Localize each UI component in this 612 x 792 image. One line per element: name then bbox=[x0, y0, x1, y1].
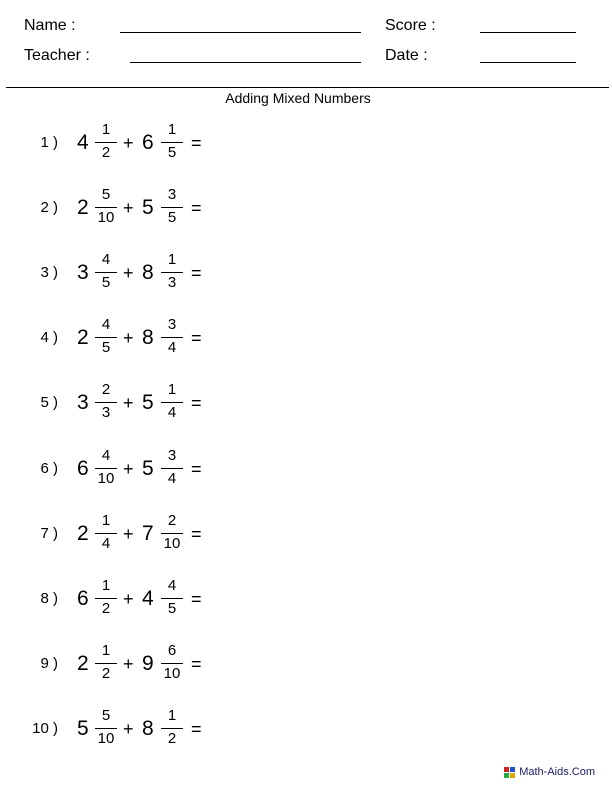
numerator: 4 bbox=[167, 576, 177, 594]
fraction-2 bbox=[160, 251, 184, 295]
fraction-bar bbox=[95, 728, 117, 729]
fraction-bar bbox=[95, 533, 117, 534]
whole-number-2: 5 bbox=[142, 196, 154, 220]
problem-row bbox=[0, 509, 320, 559]
numerator: 5 bbox=[101, 706, 111, 724]
problem-row bbox=[0, 118, 320, 168]
plus-operator: + bbox=[123, 718, 134, 739]
plus-operator: + bbox=[123, 393, 134, 414]
whole-number-1: 6 bbox=[77, 586, 89, 610]
fraction-2 bbox=[160, 707, 184, 751]
problem-row bbox=[0, 704, 320, 754]
fraction-bar bbox=[95, 402, 117, 403]
equals-sign: = bbox=[191, 133, 202, 153]
equals-sign: = bbox=[191, 263, 202, 284]
fraction-2 bbox=[160, 316, 184, 360]
logo-square bbox=[510, 773, 515, 778]
numerator: 5 bbox=[101, 186, 111, 204]
whole-number-1: 2 bbox=[77, 521, 89, 545]
whole-number-1: 2 bbox=[77, 196, 89, 220]
score-label: Score : bbox=[385, 17, 436, 34]
problem-number: 2 ) bbox=[40, 199, 58, 217]
fraction-1 bbox=[94, 186, 118, 230]
numerator: 2 bbox=[101, 381, 111, 399]
denominator: 3 bbox=[101, 404, 111, 422]
denominator: 4 bbox=[167, 339, 177, 357]
equals-sign: = bbox=[191, 198, 202, 219]
fraction-bar bbox=[161, 402, 183, 403]
plus-operator: + bbox=[123, 653, 134, 674]
whole-number-2: 7 bbox=[142, 521, 154, 545]
worksheet-title: Adding Mixed Numbers bbox=[225, 90, 371, 106]
denominator: 5 bbox=[101, 339, 111, 357]
fraction-bar bbox=[161, 468, 183, 469]
plus-operator: + bbox=[123, 198, 134, 219]
whole-number-2: 6 bbox=[142, 131, 154, 154]
fraction-1 bbox=[94, 577, 118, 621]
numerator: 1 bbox=[167, 706, 177, 724]
problem-number: 4 ) bbox=[40, 329, 58, 347]
fraction-bar bbox=[161, 207, 183, 208]
problem-number: 9 ) bbox=[40, 654, 58, 672]
fraction-bar bbox=[161, 142, 183, 143]
denominator: 4 bbox=[167, 404, 177, 422]
problem-row bbox=[0, 444, 320, 494]
problem-row bbox=[0, 639, 320, 689]
fraction-2 bbox=[160, 121, 184, 165]
fraction-1 bbox=[94, 447, 118, 491]
numerator: 1 bbox=[101, 576, 111, 594]
fraction-bar bbox=[95, 468, 117, 469]
logo-square bbox=[510, 767, 515, 772]
denominator: 2 bbox=[101, 599, 111, 617]
numerator: 4 bbox=[101, 446, 111, 464]
whole-number-1: 3 bbox=[77, 261, 89, 285]
footer-logo bbox=[504, 764, 595, 780]
fraction-bar bbox=[161, 337, 183, 338]
teacher-label: Teacher : bbox=[24, 47, 90, 64]
fraction-bar bbox=[161, 598, 183, 599]
fraction-bar bbox=[95, 272, 117, 273]
denominator: 4 bbox=[101, 534, 111, 552]
denominator: 10 bbox=[163, 664, 181, 682]
numerator: 4 bbox=[101, 316, 111, 334]
denominator: 4 bbox=[167, 469, 177, 487]
equals-sign: = bbox=[191, 588, 202, 609]
fraction-2 bbox=[160, 642, 184, 686]
denominator: 5 bbox=[167, 209, 177, 227]
whole-number-1: 6 bbox=[77, 456, 89, 480]
whole-number-2: 5 bbox=[142, 456, 154, 480]
fraction-2 bbox=[160, 186, 184, 230]
fraction-bar bbox=[161, 663, 183, 664]
whole-number-2: 8 bbox=[142, 716, 154, 740]
numerator: 1 bbox=[167, 381, 177, 399]
plus-operator: + bbox=[123, 458, 134, 479]
numerator: 1 bbox=[101, 641, 111, 659]
denominator: 5 bbox=[167, 144, 177, 161]
problem-number: 8 ) bbox=[40, 589, 58, 607]
problem-number: 6 ) bbox=[40, 459, 58, 477]
fraction-1 bbox=[94, 316, 118, 360]
logo-square bbox=[504, 767, 509, 772]
math-aids-grid-icon bbox=[504, 767, 515, 778]
fraction-1 bbox=[94, 512, 118, 556]
fraction-1 bbox=[94, 251, 118, 295]
plus-operator: + bbox=[123, 523, 134, 544]
plus-operator: + bbox=[123, 588, 134, 609]
whole-number-1: 2 bbox=[77, 651, 89, 675]
numerator: 4 bbox=[101, 251, 111, 269]
plus-operator: + bbox=[123, 263, 134, 284]
numerator: 2 bbox=[167, 511, 177, 529]
denominator: 10 bbox=[97, 469, 115, 487]
plus-operator: + bbox=[123, 133, 134, 153]
fraction-1 bbox=[94, 381, 118, 425]
whole-number-1: 5 bbox=[77, 716, 89, 740]
problem-number: 10 ) bbox=[32, 719, 58, 737]
whole-number-1: 3 bbox=[77, 391, 89, 415]
fraction-bar bbox=[161, 533, 183, 534]
denominator: 2 bbox=[101, 664, 111, 682]
equals-sign: = bbox=[191, 393, 202, 414]
problem-row bbox=[0, 313, 320, 363]
numerator: 3 bbox=[167, 316, 177, 334]
numerator: 3 bbox=[167, 446, 177, 464]
problem-number: 7 ) bbox=[40, 524, 58, 542]
denominator: 5 bbox=[167, 599, 177, 617]
logo-square bbox=[504, 773, 509, 778]
numerator: 1 bbox=[101, 121, 111, 138]
problem-number: 3 ) bbox=[40, 264, 58, 282]
fraction-1 bbox=[94, 707, 118, 751]
equals-sign: = bbox=[191, 458, 202, 479]
denominator: 2 bbox=[101, 144, 111, 161]
equals-sign: = bbox=[191, 653, 202, 674]
equals-sign: = bbox=[191, 523, 202, 544]
whole-number-2: 4 bbox=[142, 586, 154, 610]
fraction-2 bbox=[160, 577, 184, 621]
denominator: 2 bbox=[167, 729, 177, 747]
denominator: 10 bbox=[97, 209, 115, 227]
whole-number-2: 8 bbox=[142, 326, 154, 350]
numerator: 6 bbox=[167, 641, 177, 659]
fraction-bar bbox=[161, 272, 183, 273]
fraction-bar bbox=[95, 337, 117, 338]
equals-sign: = bbox=[191, 328, 202, 349]
problem-row bbox=[0, 378, 320, 428]
equals-sign: = bbox=[191, 718, 202, 739]
fraction-2 bbox=[160, 381, 184, 425]
numerator: 1 bbox=[101, 511, 111, 529]
denominator: 10 bbox=[163, 534, 181, 552]
fraction-bar bbox=[161, 728, 183, 729]
numerator: 1 bbox=[167, 121, 177, 138]
fraction-1 bbox=[94, 642, 118, 686]
fraction-bar bbox=[95, 207, 117, 208]
fraction-2 bbox=[160, 512, 184, 556]
fraction-bar bbox=[95, 663, 117, 664]
denominator: 10 bbox=[97, 729, 115, 747]
whole-number-2: 8 bbox=[142, 261, 154, 285]
fraction-bar bbox=[95, 142, 117, 143]
fraction-2 bbox=[160, 447, 184, 491]
whole-number-2: 9 bbox=[142, 651, 154, 675]
denominator: 5 bbox=[101, 274, 111, 292]
fraction-bar bbox=[95, 598, 117, 599]
name-label: Name : bbox=[24, 17, 76, 34]
whole-number-1: 4 bbox=[77, 131, 89, 154]
problem-row bbox=[0, 183, 320, 233]
logo-text: Math-Aids.Com bbox=[519, 766, 595, 778]
fraction-1 bbox=[94, 121, 118, 165]
problem-number: 1 ) bbox=[40, 134, 58, 151]
whole-number-1: 2 bbox=[77, 326, 89, 350]
problem-number: 5 ) bbox=[40, 394, 58, 412]
plus-operator: + bbox=[123, 328, 134, 349]
problem-row bbox=[0, 248, 320, 298]
problem-row bbox=[0, 574, 320, 624]
numerator: 1 bbox=[167, 251, 177, 269]
whole-number-2: 5 bbox=[142, 391, 154, 415]
date-label: Date : bbox=[385, 47, 428, 64]
denominator: 3 bbox=[167, 274, 177, 292]
numerator: 3 bbox=[167, 186, 177, 204]
